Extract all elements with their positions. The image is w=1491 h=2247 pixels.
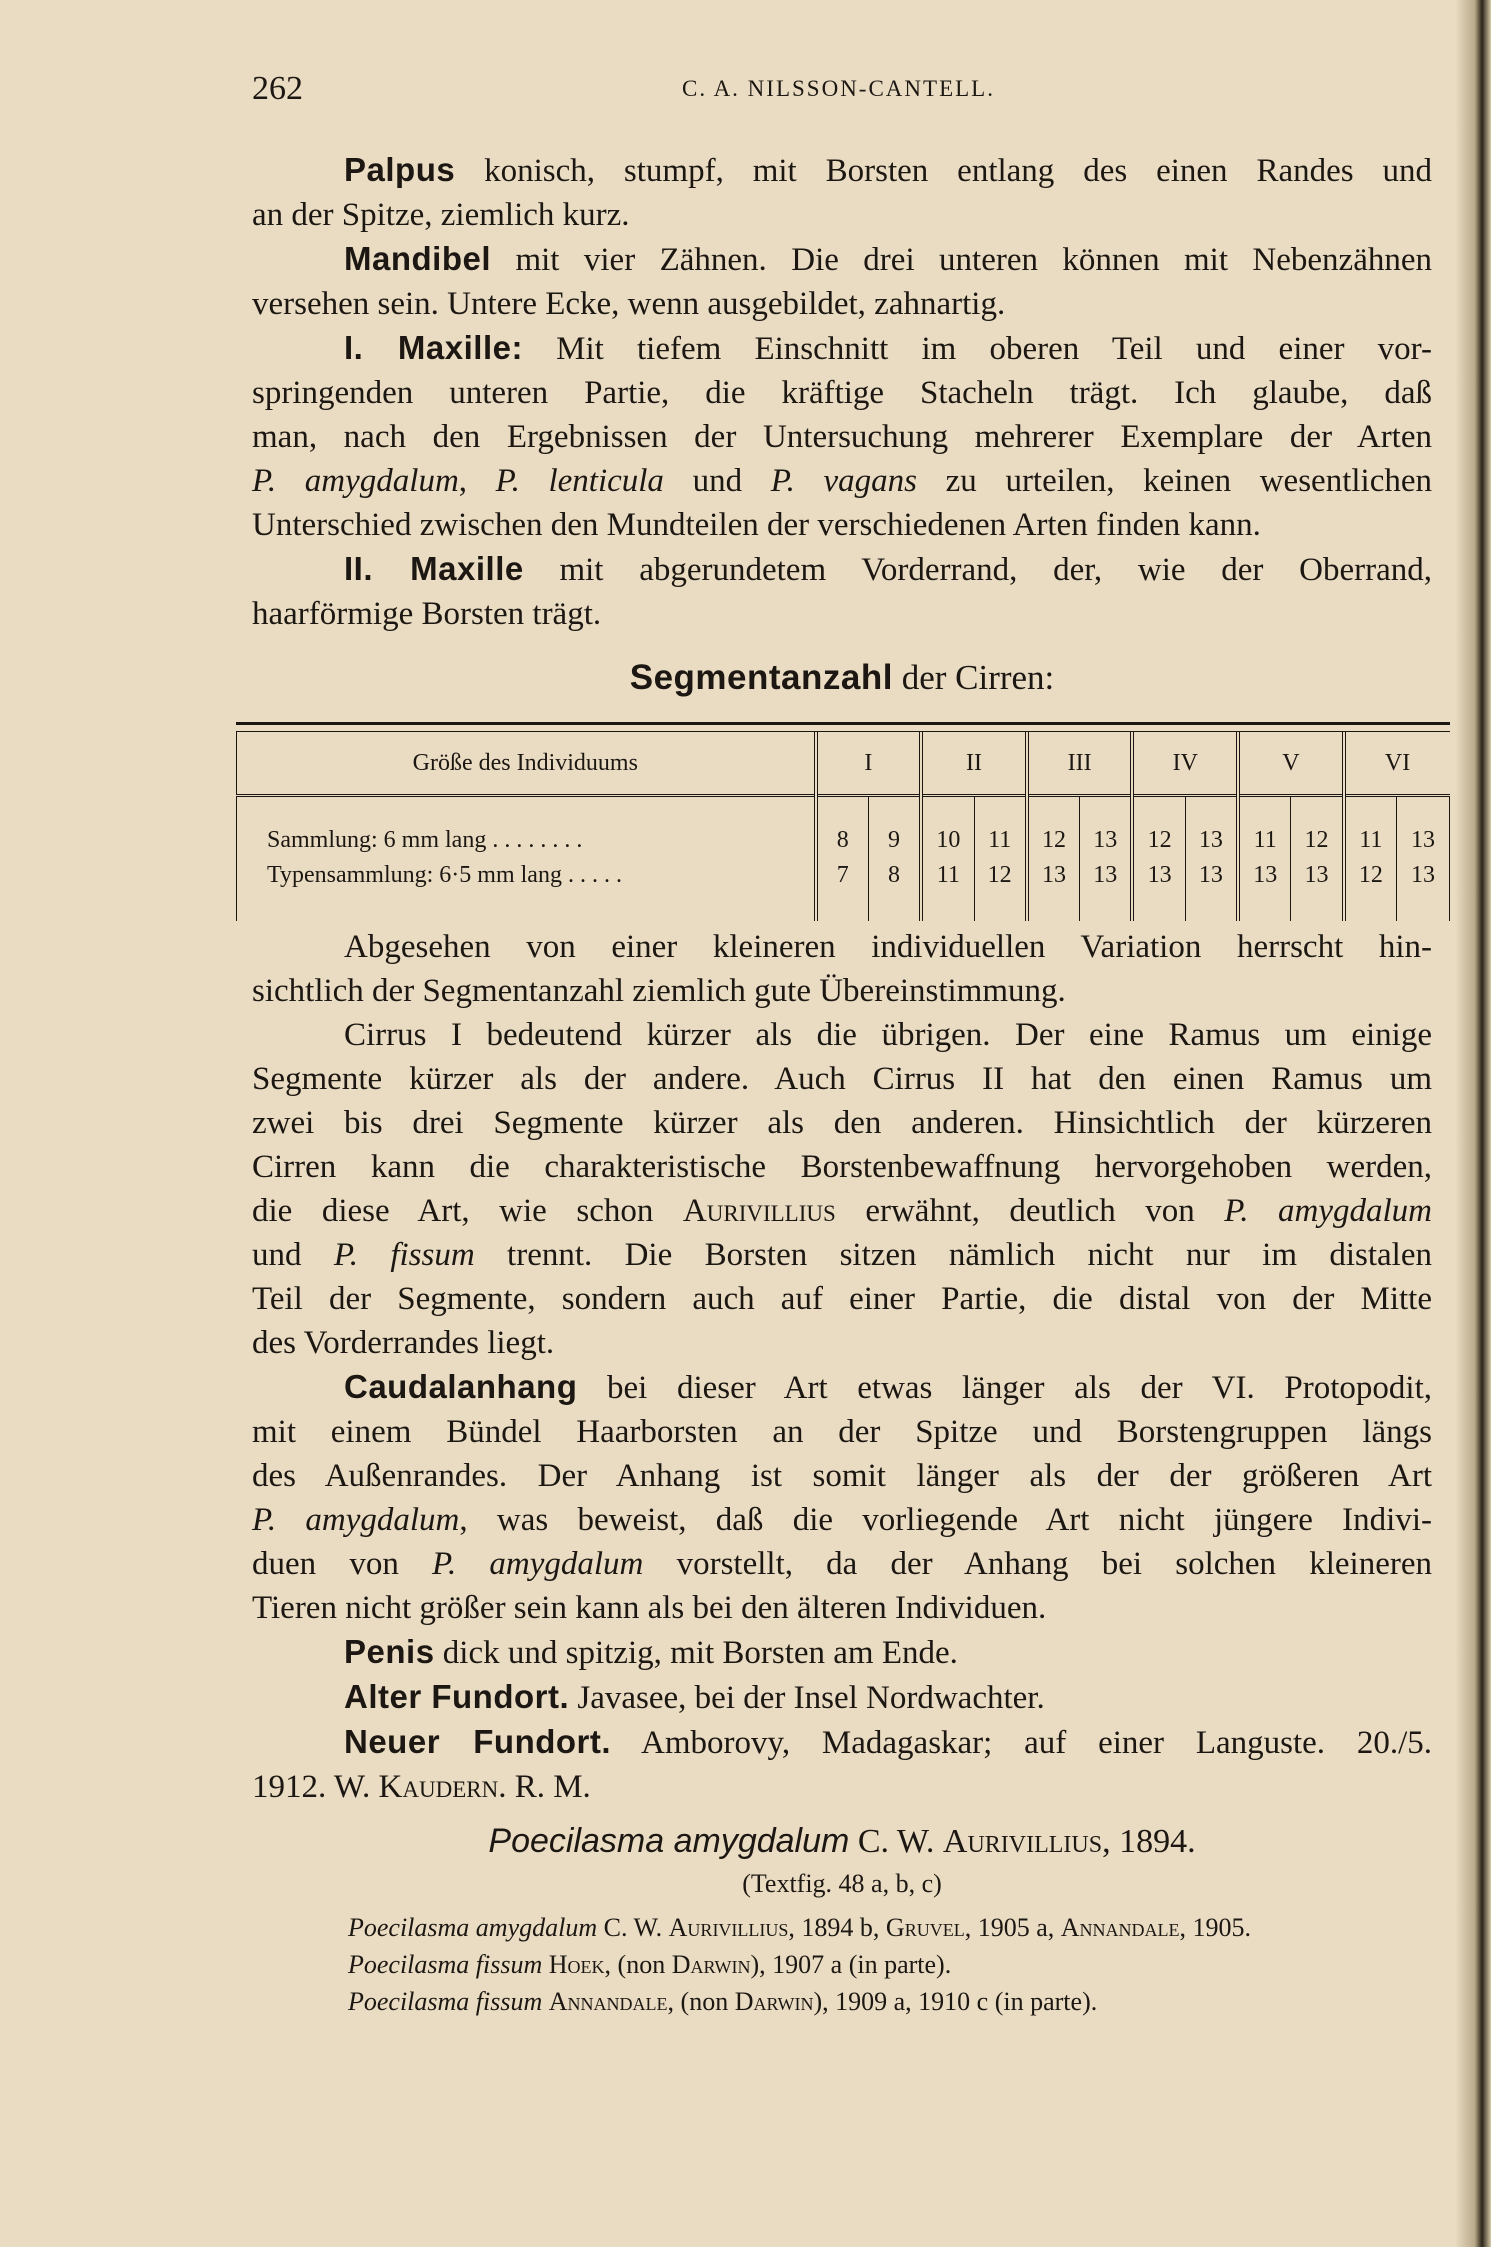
page-number: 262	[252, 70, 303, 107]
segment-table	[236, 722, 1450, 921]
table-cell: 13	[1397, 796, 1450, 856]
maxille2-line1: II. Maxille mit abgerundetem Vorderrand, der, wie der Oberrand,	[344, 550, 1432, 588]
species-title: Poecilasma amygdalum C. W. Aurivillius, 1894.	[488, 1822, 1196, 1860]
col-header-IV: IV	[1132, 732, 1238, 796]
lower-text	[252, 925, 1432, 1809]
table-cell: 8	[816, 796, 869, 856]
neuer-fundort-line1: Neuer Fundort. Amborovy, Madagaskar; auf einer Languste. 20./5.	[344, 1723, 1432, 1761]
neuer-fundort-line2: 1912. W. Kaudern. R. M.	[252, 1769, 591, 1805]
page-header	[252, 70, 1432, 110]
maxille1-line4: P. amygdalum, P. lenticula und P. vagans zu urteilen, keinen wesentlichen	[252, 463, 1432, 499]
row-label: Sammlung: 6 mm lang . . . . . . . .	[237, 796, 816, 856]
table-header-row	[237, 732, 1450, 796]
col-header-I: I	[816, 732, 922, 796]
table-cell: 12	[1344, 855, 1397, 921]
col-header-II: II	[921, 732, 1027, 796]
list-item: Poecilasma fissum Hoek, (non Darwin), 1907 a (in parte).	[348, 1950, 952, 1979]
table-row	[237, 855, 1450, 921]
figure-reference: (Textfig. 48 a, b, c)	[742, 1869, 942, 1898]
cirrus-line3: zwei bis drei Segmente kürzer als den anderen. Hinsichtlich der kürzeren	[252, 1105, 1432, 1141]
table-cell: 13	[1185, 796, 1238, 856]
table-cell: 10	[921, 796, 974, 856]
cirrus-line4: Cirren kann die charakteristische Borstenbewaffnung hervorgehoben werden,	[252, 1149, 1432, 1185]
maxille1-line2: springenden unteren Partie, die kräftige Stacheln trägt. Ich glaube, daß	[252, 375, 1432, 411]
term-maxille-1: I. Maxille:	[344, 329, 523, 366]
table-cell: 7	[816, 855, 869, 921]
synonym-list	[252, 1909, 1432, 2020]
caudal-line4: P. amygdalum, was beweist, daß die vorliegende Art nicht jüngere Indivi-	[252, 1502, 1432, 1538]
term-palpus: Palpus	[344, 151, 456, 188]
palpus-line1: Palpus konisch, stumpf, mit Borsten entlang des einen Randes und	[344, 151, 1432, 189]
cirrus-line7: Teil der Segmente, sondern auch auf einer Partie, die distal von der Mitte	[252, 1281, 1432, 1317]
table-header-label: Größe des Individuums	[237, 732, 816, 796]
cirrus-line1: Cirrus I bedeutend kürzer als die übrigen. Der eine Ramus um einige	[344, 1017, 1432, 1053]
cirrus-line6: und P. fissum trennt. Die Borsten sitzen nämlich nicht nur im distalen	[252, 1237, 1432, 1273]
cirrus-line2: Segmente kürzer als der andere. Auch Cirrus II hat den einen Ramus um	[252, 1061, 1432, 1097]
penis-line: Penis dick und spitzig, mit Borsten am Ende.	[344, 1633, 958, 1671]
term-mandibel: Mandibel	[344, 240, 492, 277]
upper-text	[252, 148, 1432, 636]
list-item: Poecilasma fissum Annandale, (non Darwin), 1909 a, 1910 c (in parte).	[348, 1987, 1098, 2016]
maxille1-line1: I. Maxille: Mit tiefem Einschnitt im oberen Teil und einer vor-	[344, 329, 1432, 367]
caudal-line5: duen von P. amygdalum vorstellt, da der Anhang bei solchen kleineren	[252, 1546, 1432, 1582]
col-header-V: V	[1238, 732, 1344, 796]
col-header-III: III	[1027, 732, 1133, 796]
table-cell: 11	[921, 855, 974, 921]
caudal-line6: Tieren nicht größer sein kann als bei den älteren Individuen.	[252, 1590, 1047, 1626]
table-cell: 11	[974, 796, 1027, 856]
row-label: Typensammlung: 6·5 mm lang . . . . .	[237, 855, 816, 921]
col-header-VI: VI	[1344, 732, 1450, 796]
caudal-line3: des Außenrandes. Der Anhang ist somit länger als der der größeren Art	[252, 1458, 1432, 1494]
table-cell: 12	[974, 855, 1027, 921]
running-head: C. A. NILSSON-CANTELL.	[682, 76, 995, 101]
collector-name: Kaudern	[378, 1769, 499, 1805]
term-caudalanhang: Caudalanhang	[344, 1368, 578, 1405]
table-cell: 13	[1080, 796, 1133, 856]
author-name: Aurivillius	[682, 1193, 836, 1229]
palpus-line2: an der Spitze, ziemlich kurz.	[252, 197, 630, 233]
term-alter-fundort: Alter Fundort.	[344, 1678, 570, 1715]
table-cell: 8	[868, 855, 921, 921]
term-maxille-2: II. Maxille	[344, 550, 524, 587]
table-cell: 13	[1027, 855, 1080, 921]
table-cell: 13	[1185, 855, 1238, 921]
table-cell: 11	[1238, 796, 1291, 856]
table-cell: 12	[1291, 796, 1344, 856]
maxille1-line5: Unterschied zwischen den Mundteilen der verschiedenen Arten finden kann.	[252, 507, 1261, 543]
mandibel-line1: Mandibel mit vier Zähnen. Die drei unteren können mit Nebenzähnen	[344, 240, 1432, 278]
caudal-line2: mit einem Bündel Haarborsten an der Spitze und Borstengruppen längs	[252, 1414, 1432, 1450]
table-cell: 11	[1344, 796, 1397, 856]
table-cell: 13	[1132, 855, 1185, 921]
table-cell: 9	[868, 796, 921, 856]
alter-fundort-line: Alter Fundort. Javasee, bei der Insel Nordwachter.	[344, 1678, 1045, 1716]
maxille2-line2: haarförmige Borsten trägt.	[252, 596, 602, 632]
term-neuer-fundort: Neuer Fundort.	[344, 1723, 612, 1760]
table-cell: 12	[1132, 796, 1185, 856]
table-top-rule	[236, 722, 1450, 732]
page-edge-shadow	[1455, 0, 1491, 2247]
table-cell: 13	[1397, 855, 1450, 921]
table-cell: 13	[1238, 855, 1291, 921]
species-section	[252, 1822, 1432, 2020]
mandibel-line2: versehen sein. Untere Ecke, wenn ausgebildet, zahnartig.	[252, 286, 1006, 322]
table-cell: 13	[1291, 855, 1344, 921]
list-item: Poecilasma amygdalum C. W. Aurivillius, 1894 b, Gruvel, 1905 a, Annandale, 1905.	[348, 1913, 1252, 1942]
table-cell: 13	[1080, 855, 1133, 921]
table-cell: 12	[1027, 796, 1080, 856]
cirrus-line5: die diese Art, wie schon Aurivillius erwähnt, deutlich von P. amygdalum	[252, 1193, 1432, 1229]
term-penis: Penis	[344, 1633, 435, 1670]
maxille1-line3: man, nach den Ergebnissen der Untersuchung mehrerer Exemplare der Arten	[252, 419, 1432, 455]
table-row	[237, 796, 1450, 856]
table-title: Segmentanzahl der Cirren:	[629, 658, 1055, 697]
caudal-line1: Caudalanhang bei dieser Art etwas länger als der VI. Protopodit,	[344, 1368, 1432, 1406]
variation-line2: sichtlich der Segmentanzahl ziemlich gute Übereinstimmung.	[252, 973, 1066, 1009]
cirrus-line8: des Vorderrandes liegt.	[252, 1325, 555, 1361]
variation-line1: Abgesehen von einer kleineren individuellen Variation herrscht hin-	[344, 929, 1432, 965]
